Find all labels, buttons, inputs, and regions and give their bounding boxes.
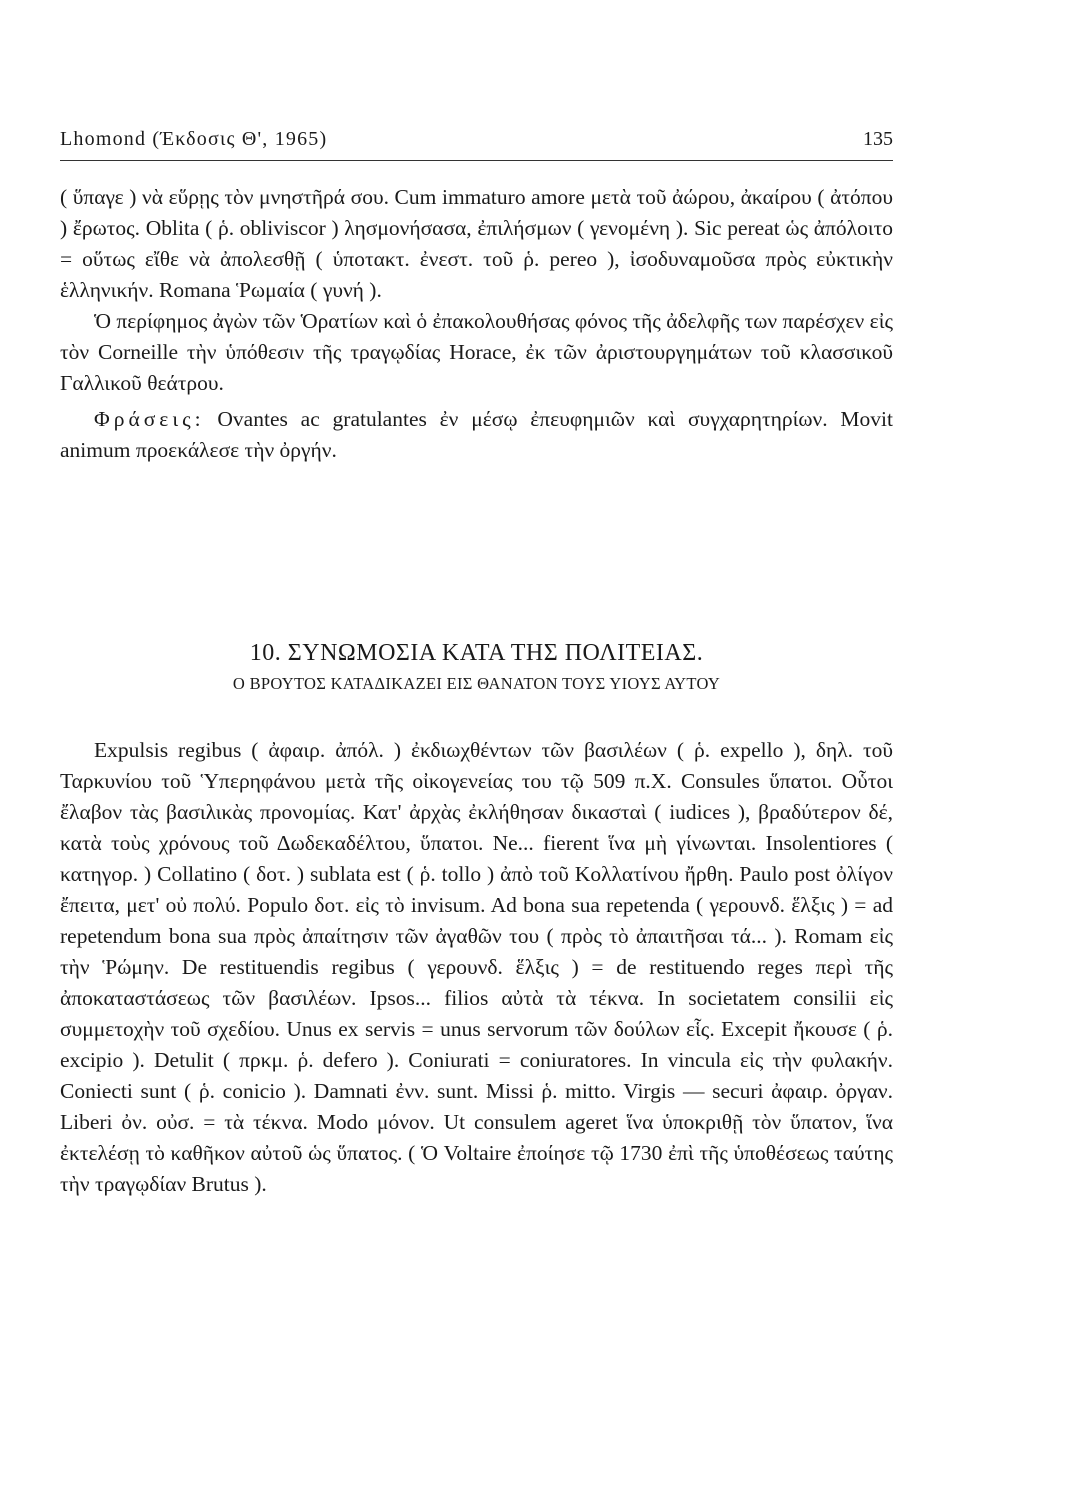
section-title: 10. ΣΥΝΩΜΟΣΙΑ ΚΑΤΑ ΤΗΣ ΠΟΛΙΤΕΙΑΣ. (249, 640, 704, 666)
header-title: Lhomond (Έκδοσις Θ', 1965) (60, 128, 328, 150)
phrases-text: Ovantes ac gratulantes ἐν μέσῳ ἐπευφημιῶν καὶ συγχαρητηρίων. Movit animum προεκάλεσε τὴν ὀργήν. (60, 407, 893, 462)
notes-paragraph-1: ( ὕπαγε ) νὰ εὕρῃς τὸν μνηστῆρά σου. Cum immaturo amore μετὰ τοῦ ἀώρου, ἀκαίρου ( ἀτόπου ) ἔρωτος. Oblita ( ῥ. obliviscor ) λησμονήσασα, ἐπιλήσμων ( γενομένη ). Sic pereat ὡς ἀπόλοιτο = οὕτως εἴθε νὰ ἀπολεσθῇ ( ὑποτακτ. ἐνεστ. τοῦ ῥ. pereo ), ἰσοδυναμοῦσα πρὸς εὐκτικὴν ἑλληνικήν. Romana Ῥωμαία ( γυνή ). (60, 185, 893, 302)
phrases-paragraph (60, 404, 893, 466)
running-header (60, 128, 893, 151)
header-rule (60, 160, 893, 161)
phrases-label: Φράσεις: (94, 407, 205, 431)
notes-top (60, 182, 893, 466)
notes-paragraph-2: Ὁ περίφημος ἀγὼν τῶν Ὁρατίων καὶ ὁ ἐπακολουθήσας φόνος τῆς ἀδελφῆς των παρέσχεν εἰς τὸν Corneille τὴν ὑπόθεσιν τῆς τραγῳδίας Horace, ἐκ τῶν ἀριστουργημάτων τοῦ κλασσικοῦ Γαλλικοῦ θεάτρου. (60, 309, 893, 395)
section-subtitle: Ο ΒΡΟΥΤΟΣ ΚΑΤΑΔΙΚΑΖΕΙ ΕΙΣ ΘΑΝΑΤΟΝ ΤΟΥΣ ΥΙΟΥΣ ΑΥΤΟΥ (232, 674, 721, 693)
section-notes (60, 735, 893, 1200)
page-number: 135 (863, 128, 893, 150)
section-paragraph: Expulsis regibus ( ἀφαιρ. ἀπόλ. ) ἐκδιωχθέντων τῶν βασιλέων ( ῥ. expello ), δηλ. τοῦ Ταρκυνίου τοῦ Ὑπερηφάνου μετὰ τῆς οἰκογενείας του τῷ 509 π.Χ. Consules ὕπατοι. Οὗτοι ἔλαβον τὰς βασιλικὰς προνομίας. Κατ' ἀρχὰς ἐκλήθησαν δικασταὶ ( iudices ), βραδύτερον δέ, κατὰ τοὺς χρόνους τοῦ Δωδεκαδέλτου, ὕπατοι. Ne... fierent ἵνα μὴ γίνωνται. Insolentiores ( κατηγορ. ) Collatino ( δοτ. ) sublata est ( ῥ. tollo ) ἀπὸ τοῦ Κολλατίνου ἤρθη. Paulo post ὀλίγον ἔπειτα, μετ' οὐ πολύ. Populo δοτ. εἰς τὸ invisum. Ad bona sua repetenda ( γερουνδ. ἕλξις ) = ad repetendum bona sua πρὸς ἀπαίτησιν τῶν ἀγαθῶν του ( πρὸς τὸ ἀπαιτῆσαι τά... ). Romam εἰς τὴν Ῥώμην. De restituendis regibus ( γερουνδ. ἕλξις ) = de restituendo reges περὶ τῆς ἀποκαταστάσεως τῶν βασιλέων. Ipsos... filios αὐτὰ τὰ τέκνα. In societatem consilii εἰς συμμετοχὴν τοῦ σχεδίου. Unus ex servis = unus servorum τῶν δούλων εἷς. Excepit ἤκουσε ( ῥ. excipio ). Detulit ( πρκμ. ῥ. defero ). Coniurati = coniuratores. In vincula εἰς τὴν φυλακήν. Coniecti sunt ( ῥ. conicio ). Damnati ἐνν. sunt. Missi ῥ. mitto. Virgis — securi ἀφαιρ. ὀργαν. Liberi ὀν. οὐσ. = τὰ τέκνα. Modo μόνον. Ut consulem ageret ἵνα ὑποκριθῇ τὸν ὕπατον, ἵνα ἐκτελέσῃ τὸ καθῆκον αὐτοῦ ὡς ὕπατος. ( Ὁ Voltaire ἐποίησε τῷ 1730 ἐπὶ τῆς ὑποθέσεως ταύτης τὴν τραγῳδίαν Brutus ). (60, 738, 893, 1196)
